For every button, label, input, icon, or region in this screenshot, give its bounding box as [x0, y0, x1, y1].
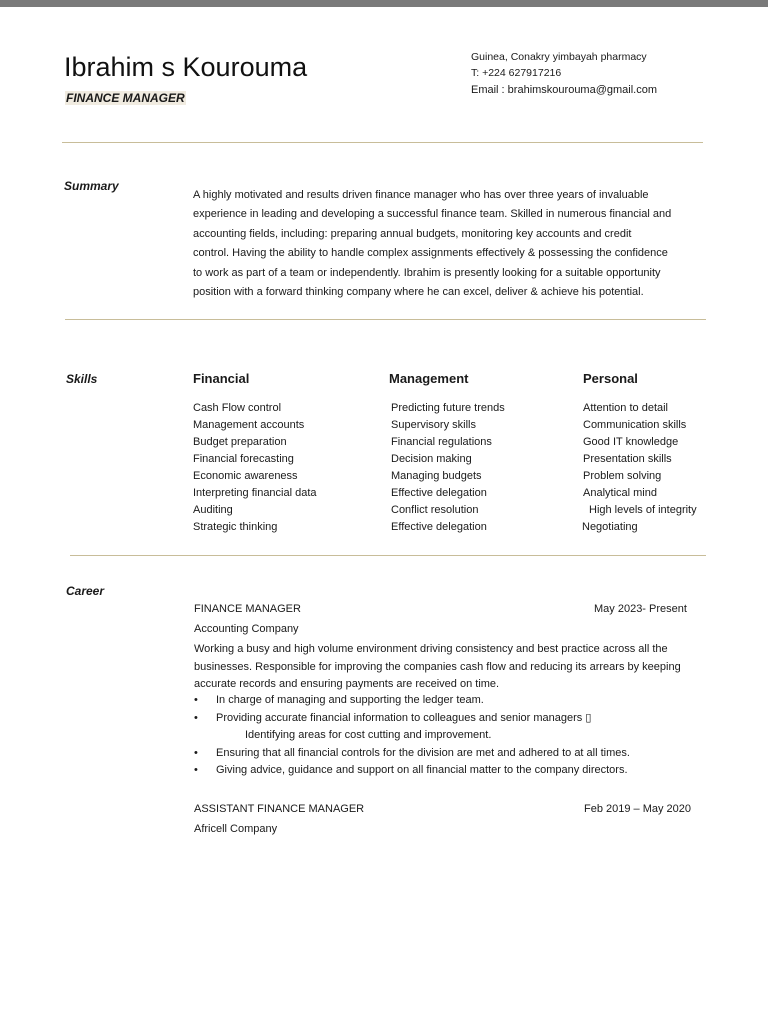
job-dates: May 2023- Present: [594, 603, 687, 615]
skill-item: Good IT knowledge: [583, 436, 679, 448]
divider-header: [62, 142, 703, 143]
skill-item: Strategic thinking: [193, 521, 278, 533]
skill-item: Predicting future trends: [391, 402, 505, 414]
bullet-text: In charge of managing and supporting the ledger team.: [216, 694, 484, 706]
bullet-icon: •: [194, 746, 198, 759]
job-description-line: businesses. Responsible for improving the companies cash flow and reducing its arrears by keeping: [194, 660, 681, 673]
summary-line: accounting fields, including: preparing annual budgets, monitoring key accounts and credit: [193, 227, 632, 240]
skills-list-financial: [193, 400, 317, 536]
skills-heading-management: Management: [389, 371, 469, 386]
skill-item: Problem solving: [583, 470, 662, 482]
skills-heading-financial: Financial: [193, 371, 250, 386]
contact-address: Guinea, Conakry yimbayah pharmacy: [471, 51, 647, 63]
skill-item: Economic awareness: [193, 470, 298, 482]
divider-summary: [65, 319, 706, 320]
skill-item: Auditing: [193, 504, 233, 516]
bullet-icon: •: [194, 694, 198, 706]
career-label: Career: [66, 584, 105, 598]
contact-phone: T: +224 627917216: [471, 67, 562, 79]
skill-item: Supervisory skills: [391, 419, 476, 431]
summary-line: experience in leading and developing a successful finance team. Skilled in numerous financial and: [193, 208, 672, 221]
skill-item: Management accounts: [193, 419, 305, 431]
skill-item: Cash Flow control: [193, 402, 282, 414]
summary-label: Summary: [64, 179, 119, 193]
job-title: FINANCE MANAGER: [194, 603, 301, 615]
job-company: Africell Company: [194, 823, 278, 835]
bullet-sub-item: Identifying areas for cost cutting and improvement.: [245, 729, 492, 741]
bullet-text: Ensuring that all financial controls for the division are met and adhered to at all times.: [216, 746, 630, 759]
summary-text: [193, 186, 703, 302]
summary-line: A highly motivated and results driven finance manager who has over three years of invaluable: [193, 189, 649, 201]
skill-item: Conflict resolution: [391, 504, 479, 516]
skills-heading-personal: Personal: [583, 371, 638, 386]
skill-item: Decision making: [391, 453, 472, 465]
skill-item: Communication skills: [583, 419, 687, 431]
job-title: ASSISTANT FINANCE MANAGER: [194, 803, 365, 815]
skill-item: Financial regulations: [391, 436, 492, 448]
job-title-badge: FINANCE MANAGER: [66, 91, 185, 105]
skill-item: Managing budgets: [391, 470, 482, 482]
skill-item: Presentation skills: [583, 453, 672, 465]
divider-skills: [70, 555, 706, 556]
job-company: Accounting Company: [194, 623, 299, 635]
bullet-text: Giving advice, guidance and support on all financial matter to the company directors.: [216, 764, 628, 776]
job-dates: Feb 2019 – May 2020: [584, 803, 692, 815]
window-top-bar: [0, 0, 768, 7]
skills-list-management: [391, 400, 505, 536]
skill-item: Budget preparation: [193, 436, 287, 448]
job-description-line: accurate records and ensuring payments are received on time.: [194, 678, 500, 690]
summary-line: position with a forward thinking company where he can excel, deliver & achieve his potential.: [193, 286, 644, 299]
skill-item: Financial forecasting: [193, 453, 294, 465]
contact-email: Email : brahimskourouma@gmail.com: [471, 84, 658, 96]
skill-item: Effective delegation: [391, 487, 487, 499]
summary-line: control. Having the ability to handle complex assignments effectively & possessing the confidence: [193, 247, 668, 260]
bullet-icon: •: [194, 764, 198, 776]
skills-list-personal: [583, 400, 697, 536]
skill-item: Interpreting financial data: [193, 487, 317, 499]
skill-item: Analytical mind: [583, 487, 657, 499]
skill-item: High levels of integrity: [589, 504, 697, 516]
skill-item: Negotiating: [582, 521, 638, 533]
skills-label: Skills: [66, 372, 98, 386]
summary-line: to work as part of a team or independently. Ibrahim is presently looking for a suitable opportunity: [193, 266, 661, 279]
candidate-name: Ibrahim s Kourouma: [64, 52, 308, 82]
job-description: [194, 641, 704, 694]
skill-item: Effective delegation: [391, 521, 487, 533]
job-description-line: Working a busy and high volume environment driving consistency and best practice across all the: [194, 643, 668, 655]
bullet-icon: •: [194, 711, 198, 724]
bullet-text: Providing accurate financial information to colleagues and senior managers ▯: [216, 711, 592, 724]
skill-item: Attention to detail: [583, 402, 669, 414]
